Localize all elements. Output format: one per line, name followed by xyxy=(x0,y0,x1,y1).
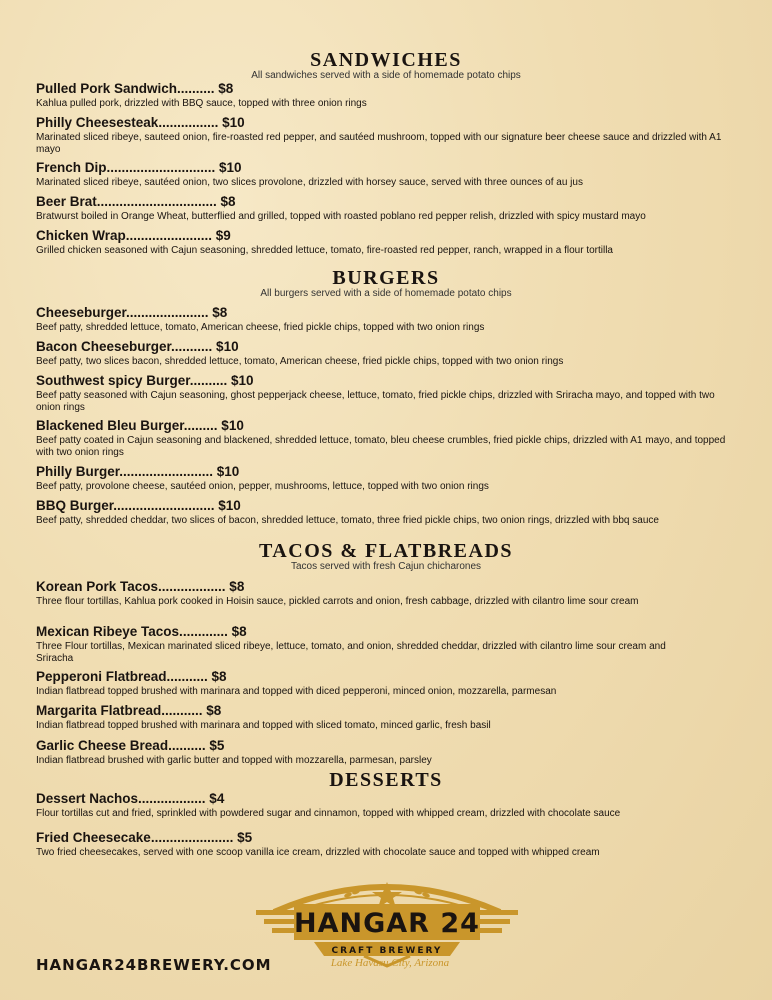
item-desc: Beef patty coated in Cajun seasoning and blackened, shredded lettuce, tomato, bleu cheese crumbles, fried pickle chips, drizzled with A1 mayo, and topped with two onion rings xyxy=(36,435,726,458)
menu-item xyxy=(36,669,726,698)
section-subtitle: All sandwiches served with a side of homemade potato chips xyxy=(251,70,521,81)
item-name: Southwest spicy Burger.......... $10 xyxy=(36,373,254,388)
menu-item xyxy=(36,791,726,820)
item-name: BBQ Burger........................... $10 xyxy=(36,498,241,513)
item-desc: Flour tortillas cut and fried, sprinkled with powdered sugar and cinnamon, topped with whipped cream, drizzled with chocolate sauce xyxy=(36,808,621,819)
menu-item xyxy=(36,703,726,732)
item-desc: Three flour tortillas, Kahlua pork cooked in Hoisin sauce, pickled carrots and onion, fresh cabbage, drizzled with cilantro lime sour cream xyxy=(36,596,639,607)
item-desc: Beef patty seasoned with Cajun seasoning, ghost pepperjack cheese, lettuce, tomato, fried pickle chips, drizzled with Sriracha mayo, and topped with two onion rings xyxy=(36,390,715,413)
menu-item xyxy=(36,228,726,257)
menu-item xyxy=(36,418,726,458)
item-desc: Three Flour tortillas, Mexican marinated sliced ribeye, lettuce, tomato, and onion, shredded cheddar, drizzled with cilantro lime sour cream and Sriracha xyxy=(36,641,666,664)
item-desc: Marinated sliced ribeye, sauteed onion, fire-roasted red pepper, and sautéed mushroom, topped with our signature beer cheese sauce and drizzled with A1 mayo xyxy=(36,132,722,155)
item-name: Bacon Cheeseburger........... $10 xyxy=(36,339,239,354)
item-name: Dessert Nachos.................. $4 xyxy=(36,791,225,806)
item-desc: Beef patty, provolone cheese, sautéed onion, pepper, mushrooms, lettuce, topped with two onion rings xyxy=(36,481,489,492)
menu-item xyxy=(36,464,726,493)
menu-item xyxy=(36,498,726,527)
menu-item xyxy=(36,373,726,413)
item-name: Garlic Cheese Bread.......... $5 xyxy=(36,738,225,753)
menu-item xyxy=(36,81,726,110)
item-desc: Two fried cheesecakes, served with one scoop vanilla ice cream, drizzled with chocolate sauce and topped with whipped cream xyxy=(36,847,600,858)
menu-item xyxy=(36,194,726,223)
section-subtitle: Tacos served with fresh Cajun chicharones xyxy=(290,561,482,572)
tacos-header xyxy=(0,541,772,573)
item-name: Philly Burger......................... $10 xyxy=(36,464,240,479)
item-name: Philly Cheesesteak................ $10 xyxy=(36,115,245,130)
item-name: Chicken Wrap....................... $9 xyxy=(36,228,231,243)
item-name: Margarita Flatbread........... $8 xyxy=(36,703,222,718)
menu-item xyxy=(36,579,726,608)
menu-item xyxy=(36,305,726,334)
logo-sub-text: CRAFT BREWERY xyxy=(331,946,443,956)
section-title: TACOS & FLATBREADS xyxy=(258,540,514,562)
menu-item xyxy=(36,738,726,767)
item-desc: Beef patty, two slices bacon, shredded lettuce, tomato, American cheese, fried pickle chips, topped with two onion rings xyxy=(36,356,564,367)
item-desc: Marinated sliced ribeye, sautéed onion, two slices provolone, drizzled with horsey sauce, served with three ounces of au jus xyxy=(36,177,583,188)
item-name: Mexican Ribeye Tacos............. $8 xyxy=(36,624,247,639)
section-title: BURGERS xyxy=(332,267,440,289)
logo-main-text: HANGAR 24 xyxy=(294,908,480,939)
sandwiches-header xyxy=(0,50,772,82)
item-desc: Indian flatbread brushed with garlic butter and topped with mozzarella, parmesan, parsley xyxy=(36,755,432,766)
menu-item xyxy=(36,115,726,155)
item-name: Pulled Pork Sandwich.......... $8 xyxy=(36,81,234,96)
item-desc: Beef patty, shredded lettuce, tomato, American cheese, fried pickle chips, topped with two onion rings xyxy=(36,322,485,333)
section-title: DESSERTS xyxy=(329,769,443,791)
item-name: Korean Pork Tacos.................. $8 xyxy=(36,579,245,594)
item-name: French Dip............................. $10 xyxy=(36,160,242,175)
item-desc: Beef patty, shredded cheddar, two slices of bacon, shredded lettuce, tomato, three fried pickle chips, two onion rings, drizzled with bbq sauce xyxy=(36,515,659,526)
item-desc: Bratwurst boiled in Orange Wheat, butterflied and grilled, topped with roasted poblano red pepper relish, drizzled with spicy mustard mayo xyxy=(36,211,646,222)
menu-item xyxy=(36,624,726,664)
item-name: Beer Brat................................ $8 xyxy=(36,194,236,209)
item-desc: Indian flatbread topped brushed with marinara and topped with diced pepperoni, minced onion, mozzarella, parmesan xyxy=(36,686,557,697)
website-link[interactable]: HANGAR24BREWERY.COM xyxy=(36,956,272,974)
item-name: Pepperoni Flatbread........... $8 xyxy=(36,669,227,684)
item-desc: Indian flatbread topped brushed with marinara and topped with sliced tomato, minced garlic, fresh basil xyxy=(36,720,491,731)
section-title: SANDWICHES xyxy=(310,49,462,71)
item-name: Fried Cheesecake...................... $5 xyxy=(36,830,253,845)
section-subtitle: All burgers served with a side of homemade potato chips xyxy=(260,288,512,299)
menu-item xyxy=(36,830,726,859)
menu-item xyxy=(36,339,726,368)
item-name: Cheeseburger...................... $8 xyxy=(36,305,228,320)
desserts-header xyxy=(0,770,772,790)
item-desc: Kahlua pulled pork, drizzled with BBQ sauce, topped with three onion rings xyxy=(36,98,367,109)
item-desc: Grilled chicken seasoned with Cajun seasoning, shredded lettuce, tomato, fire-roasted red pepper, ranch, wrapped in a flour tortilla xyxy=(36,245,613,256)
burgers-header xyxy=(0,268,772,300)
logo-tagline: Lake Havasu City, Arizona xyxy=(330,957,450,969)
item-name: Blackened Bleu Burger......... $10 xyxy=(36,418,244,433)
menu-item xyxy=(36,160,726,189)
